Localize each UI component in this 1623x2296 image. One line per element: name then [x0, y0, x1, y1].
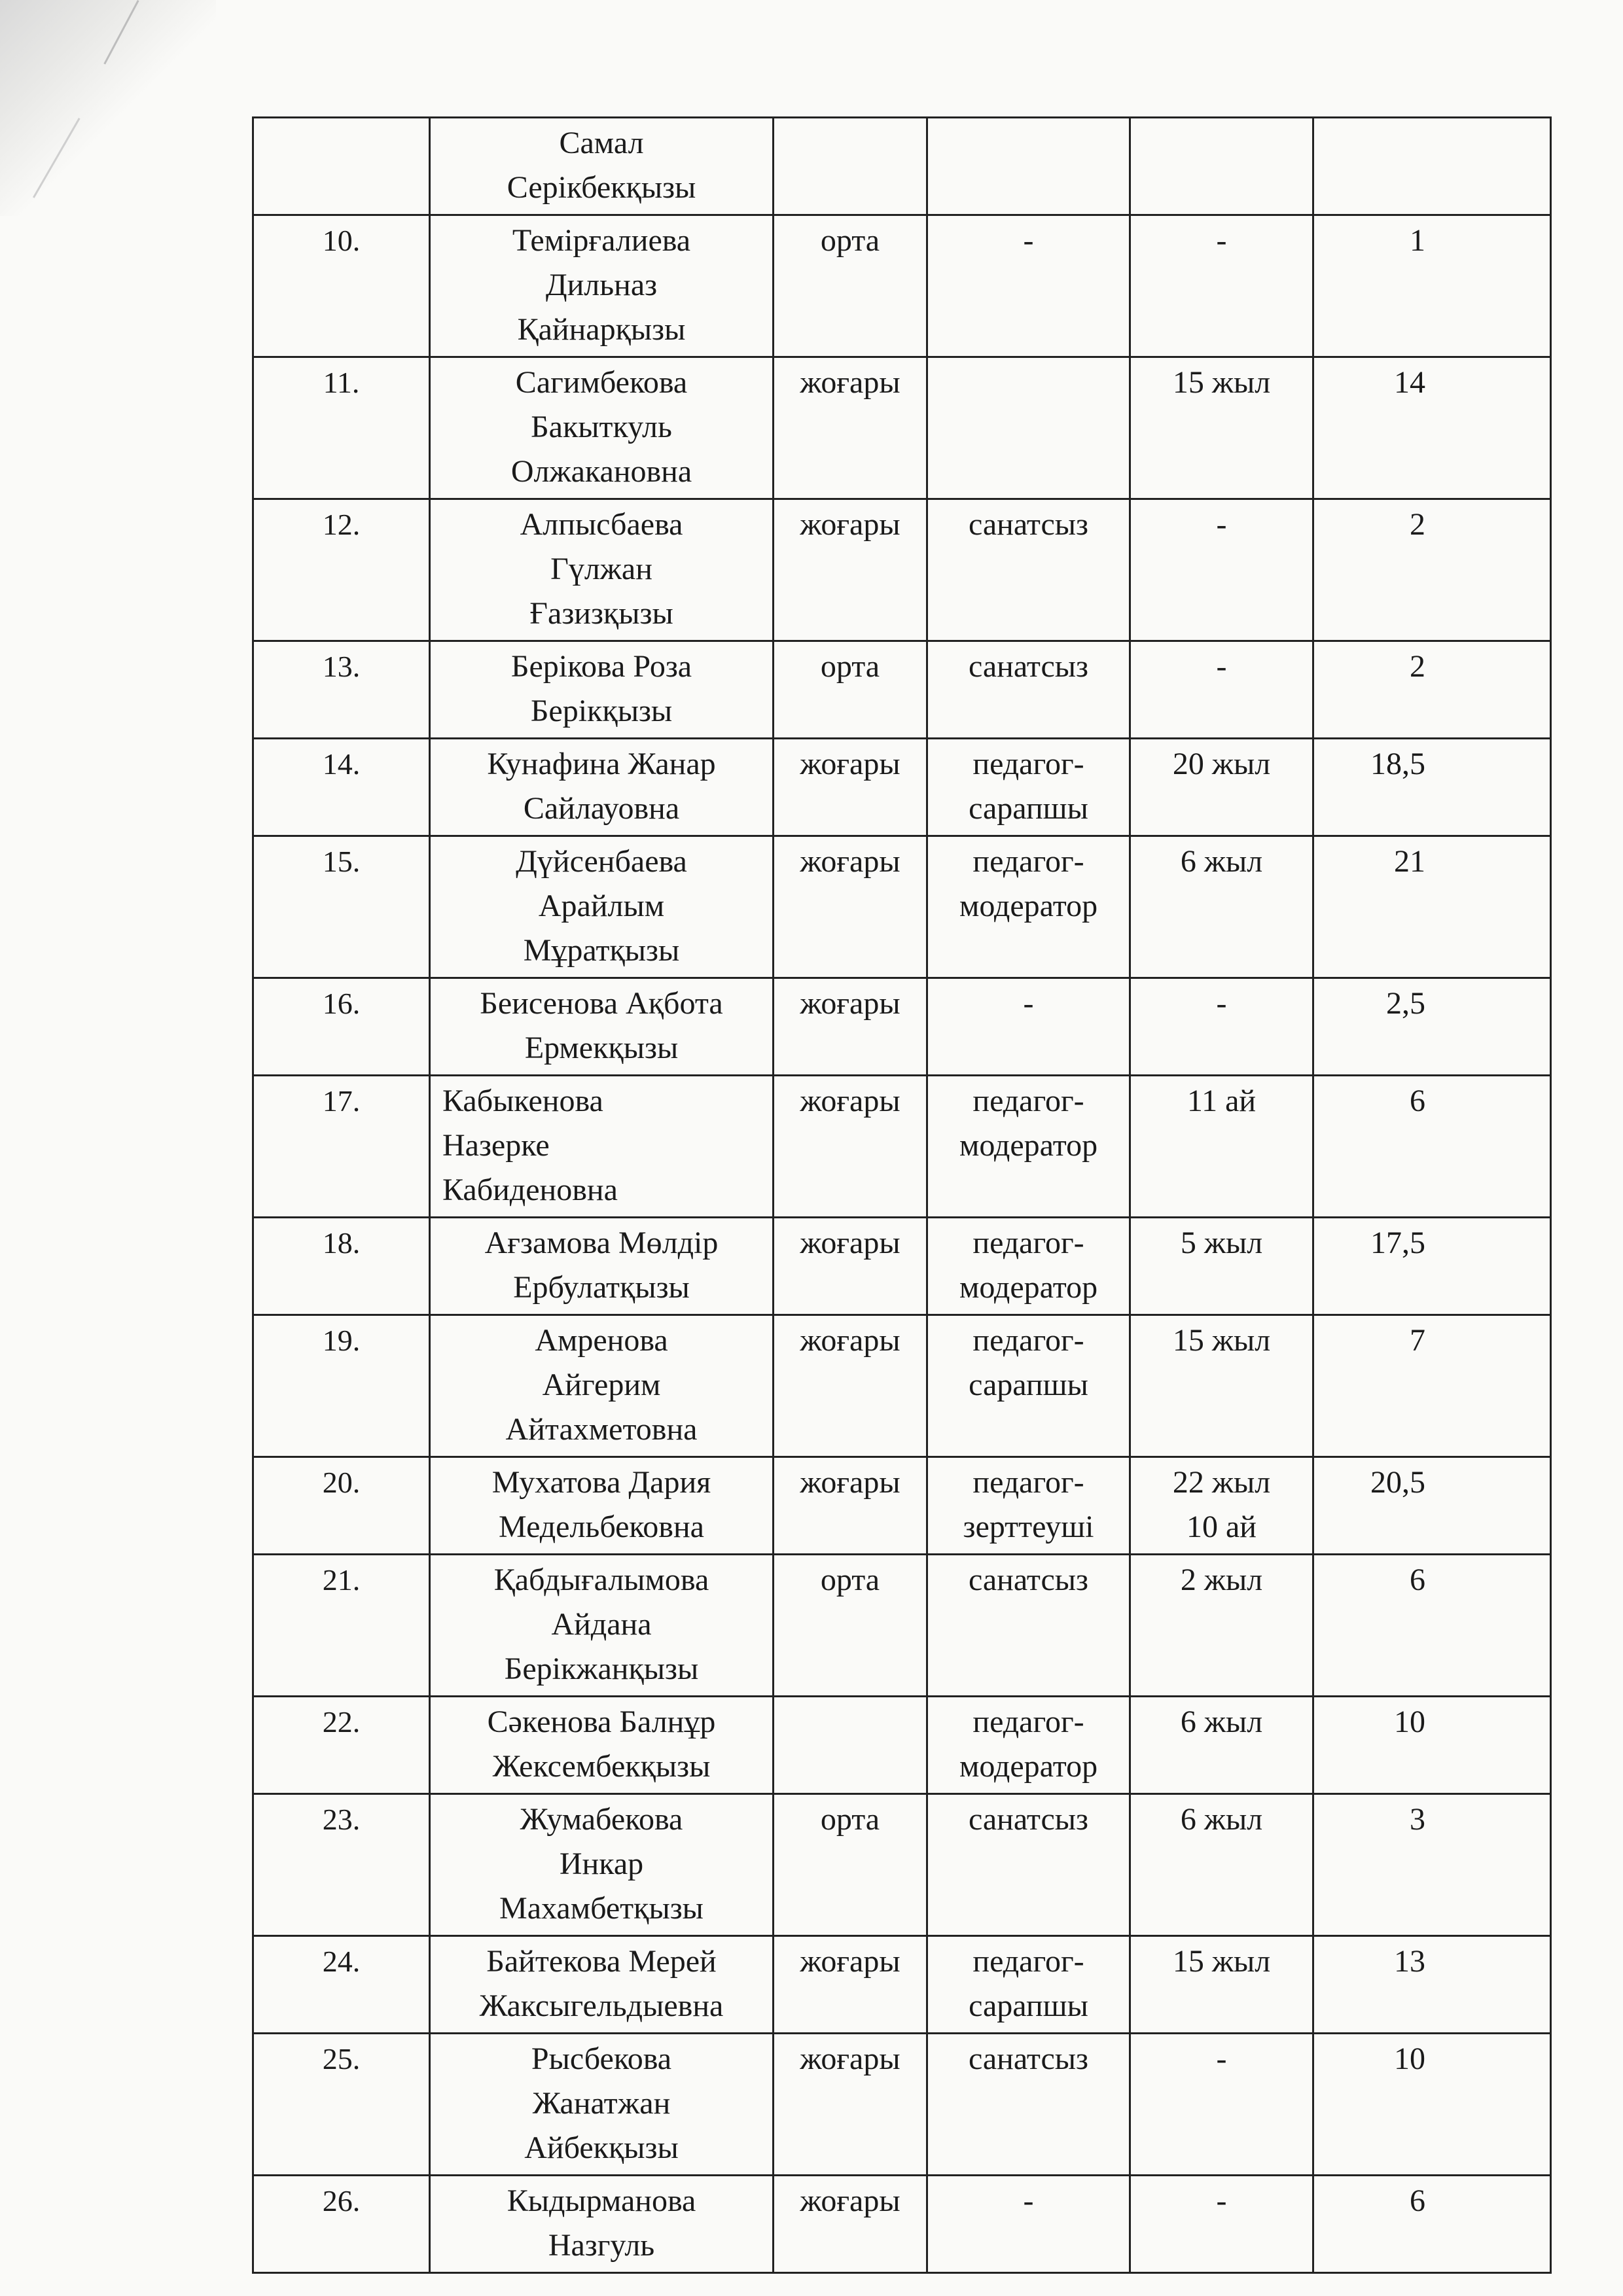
category-cell	[927, 1218, 1130, 1315]
name-line: Инкар	[559, 1846, 644, 1881]
education-cell	[774, 2176, 927, 2273]
name-cell	[430, 357, 774, 499]
education-value: орта	[820, 1563, 880, 1597]
rate-value: 2	[1410, 507, 1425, 542]
education-cell	[774, 1315, 927, 1457]
rate-value: 1	[1410, 223, 1425, 258]
cat-line: модератор	[959, 1749, 1098, 1784]
table-row	[253, 641, 1551, 739]
row-number: 14.	[322, 747, 361, 781]
table-row	[253, 2034, 1551, 2176]
experience-cell	[1130, 1794, 1313, 1936]
education-cell	[774, 499, 927, 641]
cat-line: модератор	[959, 1270, 1098, 1305]
rate-value: 17,5	[1370, 1226, 1425, 1260]
education-cell	[774, 641, 927, 739]
education-value: жоғары	[800, 507, 901, 542]
exp-line: 11 ай	[1186, 1084, 1257, 1118]
education-value: жоғары	[800, 1944, 901, 1979]
category-cell	[927, 2034, 1130, 2176]
experience-cell	[1130, 1457, 1313, 1555]
education-cell	[774, 1555, 927, 1697]
exp-line: -	[1216, 223, 1227, 258]
experience-cell	[1130, 1555, 1313, 1697]
rate-value: 18,5	[1370, 747, 1425, 781]
cat-line: -	[1023, 2183, 1034, 2218]
cat-line: педагог-	[972, 1226, 1084, 1260]
row-number: 24.	[322, 1945, 361, 1978]
table-row	[253, 1076, 1551, 1218]
education-value: орта	[820, 1802, 880, 1837]
cat-line: санатсыз	[968, 1563, 1089, 1597]
table-row	[253, 499, 1551, 641]
rate-cell	[1313, 1457, 1551, 1555]
table-row	[253, 357, 1551, 499]
name-cell	[430, 499, 774, 641]
row-number: 15.	[322, 845, 361, 878]
table-row	[253, 1697, 1551, 1794]
name-cell	[430, 1315, 774, 1457]
name-line: Амренова	[535, 1323, 668, 1358]
exp-line: 15 жыл	[1172, 1323, 1271, 1358]
name-cell	[430, 1697, 774, 1794]
exp-line: 6 жыл	[1180, 1802, 1263, 1837]
name-line: Темірғалиева	[512, 223, 691, 258]
cat-line: сарапшы	[969, 791, 1088, 826]
rate-cell	[1313, 1697, 1551, 1794]
category-cell	[927, 1555, 1130, 1697]
name-line: Айдана	[551, 1607, 652, 1642]
rate-value: 20,5	[1370, 1465, 1425, 1500]
education-cell	[774, 1794, 927, 1936]
row-number-cell	[253, 357, 430, 499]
education-cell	[774, 739, 927, 836]
name-line: Ағзамова Мөлдір	[484, 1226, 719, 1260]
name-line: Берікжанқызы	[504, 1651, 699, 1686]
rate-value: 3	[1410, 1802, 1425, 1837]
row-number-cell	[253, 1794, 430, 1936]
name-line: Айтахметовна	[505, 1412, 698, 1447]
name-line: Жанатжан	[532, 2086, 671, 2121]
education-cell	[774, 1457, 927, 1555]
exp-line: -	[1216, 649, 1227, 684]
name-line: Кабыкенова	[442, 1084, 603, 1118]
rate-cell	[1313, 836, 1551, 978]
row-number: 19.	[322, 1324, 361, 1357]
row-number: 12.	[322, 508, 361, 541]
name-cell	[430, 118, 774, 215]
rate-cell	[1313, 1936, 1551, 2034]
experience-cell	[1130, 499, 1313, 641]
cat-line: педагог-	[972, 844, 1084, 879]
name-line: Сайлауовна	[523, 791, 680, 826]
exp-line: 20 жыл	[1172, 747, 1271, 781]
name-line: Ербулатқызы	[513, 1270, 690, 1305]
staff-table-body	[253, 118, 1551, 2273]
table-row	[253, 215, 1551, 357]
rate-value: 6	[1410, 2183, 1425, 2218]
rate-cell	[1313, 118, 1551, 215]
row-number: 23.	[322, 1803, 361, 1836]
category-cell	[927, 1697, 1130, 1794]
rate-cell	[1313, 641, 1551, 739]
experience-cell	[1130, 1218, 1313, 1315]
education-value: орта	[820, 649, 880, 684]
row-number: 25.	[322, 2042, 361, 2075]
experience-cell	[1130, 641, 1313, 739]
row-number: 21.	[322, 1563, 361, 1597]
name-cell	[430, 2034, 774, 2176]
cat-line: зерттеуші	[963, 1510, 1094, 1544]
name-line: Рысбекова	[531, 2041, 672, 2076]
name-line: Кабиденовна	[442, 1173, 618, 1207]
experience-cell	[1130, 836, 1313, 978]
name-cell	[430, 215, 774, 357]
name-line: Беисенова Ақбота	[480, 986, 723, 1021]
experience-cell	[1130, 1315, 1313, 1457]
education-cell	[774, 978, 927, 1076]
category-cell	[927, 215, 1130, 357]
rate-cell	[1313, 978, 1551, 1076]
cat-line: сарапшы	[969, 1368, 1088, 1402]
name-line: Жумабекова	[520, 1802, 683, 1837]
name-line: Олжакановна	[510, 454, 692, 489]
name-line: Гүлжан	[550, 552, 652, 586]
education-value: жоғары	[800, 1084, 901, 1118]
cat-line: сарапшы	[969, 1988, 1088, 2023]
name-line: Ғазизқызы	[529, 596, 673, 631]
category-cell	[927, 836, 1130, 978]
page-fold-shadow	[0, 0, 216, 216]
row-number: 16.	[322, 987, 361, 1020]
table-row	[253, 1218, 1551, 1315]
row-number-cell	[253, 978, 430, 1076]
row-number-cell	[253, 1555, 430, 1697]
row-number-cell	[253, 1076, 430, 1218]
cat-line: педагог-	[972, 1704, 1084, 1739]
name-line: Дүйсенбаева	[516, 844, 687, 879]
exp-line: 2 жыл	[1180, 1563, 1263, 1597]
row-number-cell	[253, 118, 430, 215]
category-cell	[927, 1076, 1130, 1218]
name-line: Қайнарқызы	[517, 312, 686, 347]
experience-cell	[1130, 357, 1313, 499]
experience-cell	[1130, 2034, 1313, 2176]
education-cell	[774, 836, 927, 978]
cat-line: педагог-	[972, 1465, 1084, 1500]
name-line: Дильназ	[545, 268, 658, 302]
name-line: Назерке	[442, 1128, 550, 1163]
rate-cell	[1313, 357, 1551, 499]
name-line: Медельбековна	[499, 1510, 704, 1544]
exp-line: 10 ай	[1186, 1510, 1257, 1544]
name-line: Айгерим	[542, 1368, 661, 1402]
table-row	[253, 1555, 1551, 1697]
education-value: жоғары	[800, 1226, 901, 1260]
row-number: 17.	[322, 1084, 361, 1118]
education-value: орта	[820, 223, 880, 258]
row-number-cell	[253, 1697, 430, 1794]
rate-value: 13	[1394, 1944, 1425, 1979]
experience-cell	[1130, 2176, 1313, 2273]
cat-line: санатсыз	[968, 507, 1089, 542]
cat-line: санатсыз	[968, 2041, 1089, 2076]
row-number-cell	[253, 2176, 430, 2273]
category-cell	[927, 1936, 1130, 2034]
category-cell	[927, 978, 1130, 1076]
experience-cell	[1130, 118, 1313, 215]
name-line: Берікова Роза	[510, 649, 692, 684]
category-cell	[927, 1794, 1130, 1936]
cat-line: санатсыз	[968, 1802, 1089, 1837]
row-number-cell	[253, 2034, 430, 2176]
rate-cell	[1313, 499, 1551, 641]
name-line: Назгуль	[548, 2228, 655, 2263]
name-line: Қабдығалымова	[493, 1563, 709, 1597]
name-line: Сәкенова Балнұр	[487, 1704, 716, 1739]
exp-line: -	[1216, 2041, 1227, 2076]
name-cell	[430, 1555, 774, 1697]
education-cell	[774, 2034, 927, 2176]
name-line: Ермекқызы	[524, 1031, 679, 1065]
row-number-cell	[253, 1936, 430, 2034]
name-line: Алпысбаева	[520, 507, 683, 542]
education-value: жоғары	[800, 365, 901, 400]
table-row	[253, 739, 1551, 836]
row-number: 11.	[323, 366, 360, 399]
cat-line: модератор	[959, 1128, 1098, 1163]
exp-line: 6 жыл	[1180, 1704, 1263, 1739]
education-value: жоғары	[800, 1323, 901, 1358]
rate-cell	[1313, 739, 1551, 836]
experience-cell	[1130, 1936, 1313, 2034]
name-cell	[430, 1076, 774, 1218]
education-cell	[774, 1218, 927, 1315]
name-line: Берікқызы	[530, 694, 673, 728]
cat-line: педагог-	[972, 747, 1084, 781]
cat-line: педагог-	[972, 1323, 1084, 1358]
page-fold-crease	[103, 0, 139, 65]
cat-line: -	[1023, 223, 1034, 258]
experience-cell	[1130, 978, 1313, 1076]
category-cell	[927, 118, 1130, 215]
name-cell	[430, 836, 774, 978]
category-cell	[927, 357, 1130, 499]
name-line: Арайлым	[538, 889, 665, 923]
name-cell	[430, 1794, 774, 1936]
rate-value: 6	[1410, 1084, 1425, 1118]
education-cell	[774, 118, 927, 215]
name-line: Байтекова Мерей	[486, 1944, 717, 1979]
education-cell	[774, 1936, 927, 2034]
name-line: Айбекқызы	[524, 2130, 679, 2165]
name-line: Мұратқызы	[523, 933, 680, 968]
table-row	[253, 118, 1551, 215]
table-row	[253, 978, 1551, 1076]
cat-line: педагог-	[972, 1084, 1084, 1118]
name-line: Кыдырманова	[507, 2183, 696, 2218]
rate-value: 10	[1394, 1704, 1425, 1739]
experience-cell	[1130, 1076, 1313, 1218]
name-line: Серікбекқызы	[507, 170, 696, 205]
rate-cell	[1313, 1218, 1551, 1315]
education-value: жоғары	[800, 986, 901, 1021]
exp-line: -	[1216, 986, 1227, 1021]
name-cell	[430, 1218, 774, 1315]
rate-value: 6	[1410, 1563, 1425, 1597]
cat-line: модератор	[959, 889, 1098, 923]
experience-cell	[1130, 215, 1313, 357]
name-line: Махамбетқызы	[499, 1891, 704, 1926]
category-cell	[927, 1457, 1130, 1555]
category-cell	[927, 499, 1130, 641]
name-line: Кунафина Жанар	[487, 747, 716, 781]
row-number: 13.	[322, 650, 361, 683]
name-cell	[430, 1936, 774, 2034]
exp-line: 6 жыл	[1180, 844, 1263, 879]
exp-line: -	[1216, 507, 1227, 542]
exp-line: -	[1216, 2183, 1227, 2218]
name-cell	[430, 978, 774, 1076]
row-number-cell	[253, 1218, 430, 1315]
table-row	[253, 1936, 1551, 2034]
rate-cell	[1313, 1315, 1551, 1457]
rate-cell	[1313, 1555, 1551, 1697]
rate-value: 7	[1410, 1323, 1425, 1358]
rate-cell	[1313, 1794, 1551, 1936]
rate-cell	[1313, 215, 1551, 357]
row-number-cell	[253, 641, 430, 739]
education-value: жоғары	[800, 2041, 901, 2076]
category-cell	[927, 641, 1130, 739]
row-number-cell	[253, 215, 430, 357]
cat-line: -	[1023, 986, 1034, 1021]
education-value: жоғары	[800, 2183, 901, 2218]
row-number-cell	[253, 1457, 430, 1555]
row-number: 22.	[322, 1705, 361, 1739]
cat-line: санатсыз	[968, 649, 1089, 684]
table-row	[253, 1315, 1551, 1457]
rate-value: 21	[1394, 844, 1425, 879]
row-number: 20.	[322, 1466, 361, 1499]
name-line: Бакыткуль	[531, 410, 672, 444]
exp-line: 5 жыл	[1180, 1226, 1263, 1260]
name-cell	[430, 739, 774, 836]
page-fold-crease-lower	[33, 118, 80, 198]
education-value: жоғары	[800, 844, 901, 879]
experience-cell	[1130, 739, 1313, 836]
experience-cell	[1130, 1697, 1313, 1794]
row-number: 26.	[322, 2184, 361, 2217]
table-row	[253, 2176, 1551, 2273]
row-number-cell	[253, 1315, 430, 1457]
row-number: 10.	[322, 224, 361, 257]
name-line: Мухатова Дария	[491, 1465, 711, 1500]
rate-value: 2,5	[1386, 986, 1425, 1021]
rate-value: 14	[1394, 365, 1425, 400]
education-cell	[774, 1697, 927, 1794]
row-number-cell	[253, 739, 430, 836]
education-cell	[774, 215, 927, 357]
education-cell	[774, 1076, 927, 1218]
rate-cell	[1313, 2176, 1551, 2273]
exp-line: 22 жыл	[1172, 1465, 1271, 1500]
staff-table	[252, 116, 1552, 2274]
name-line: Самал	[559, 126, 644, 160]
rate-cell	[1313, 2034, 1551, 2176]
row-number-cell	[253, 499, 430, 641]
name-cell	[430, 1457, 774, 1555]
exp-line: 15 жыл	[1172, 1944, 1271, 1979]
education-value: жоғары	[800, 1465, 901, 1500]
table-row	[253, 1794, 1551, 1936]
name-line: Жексембекқызы	[492, 1749, 711, 1784]
cat-line: педагог-	[972, 1944, 1084, 1979]
category-cell	[927, 2176, 1130, 2273]
table-row	[253, 836, 1551, 978]
education-value: жоғары	[800, 747, 901, 781]
name-cell	[430, 641, 774, 739]
category-cell	[927, 739, 1130, 836]
category-cell	[927, 1315, 1130, 1457]
name-line: Жаксыгельдыевна	[479, 1988, 724, 2023]
row-number-cell	[253, 836, 430, 978]
name-cell	[430, 2176, 774, 2273]
table-row	[253, 1457, 1551, 1555]
rate-value: 10	[1394, 2041, 1425, 2076]
rate-value: 2	[1410, 649, 1425, 684]
row-number: 18.	[322, 1226, 361, 1260]
education-cell	[774, 357, 927, 499]
exp-line: 15 жыл	[1172, 365, 1271, 400]
name-line: Сагимбекова	[515, 365, 688, 400]
rate-cell	[1313, 1076, 1551, 1218]
